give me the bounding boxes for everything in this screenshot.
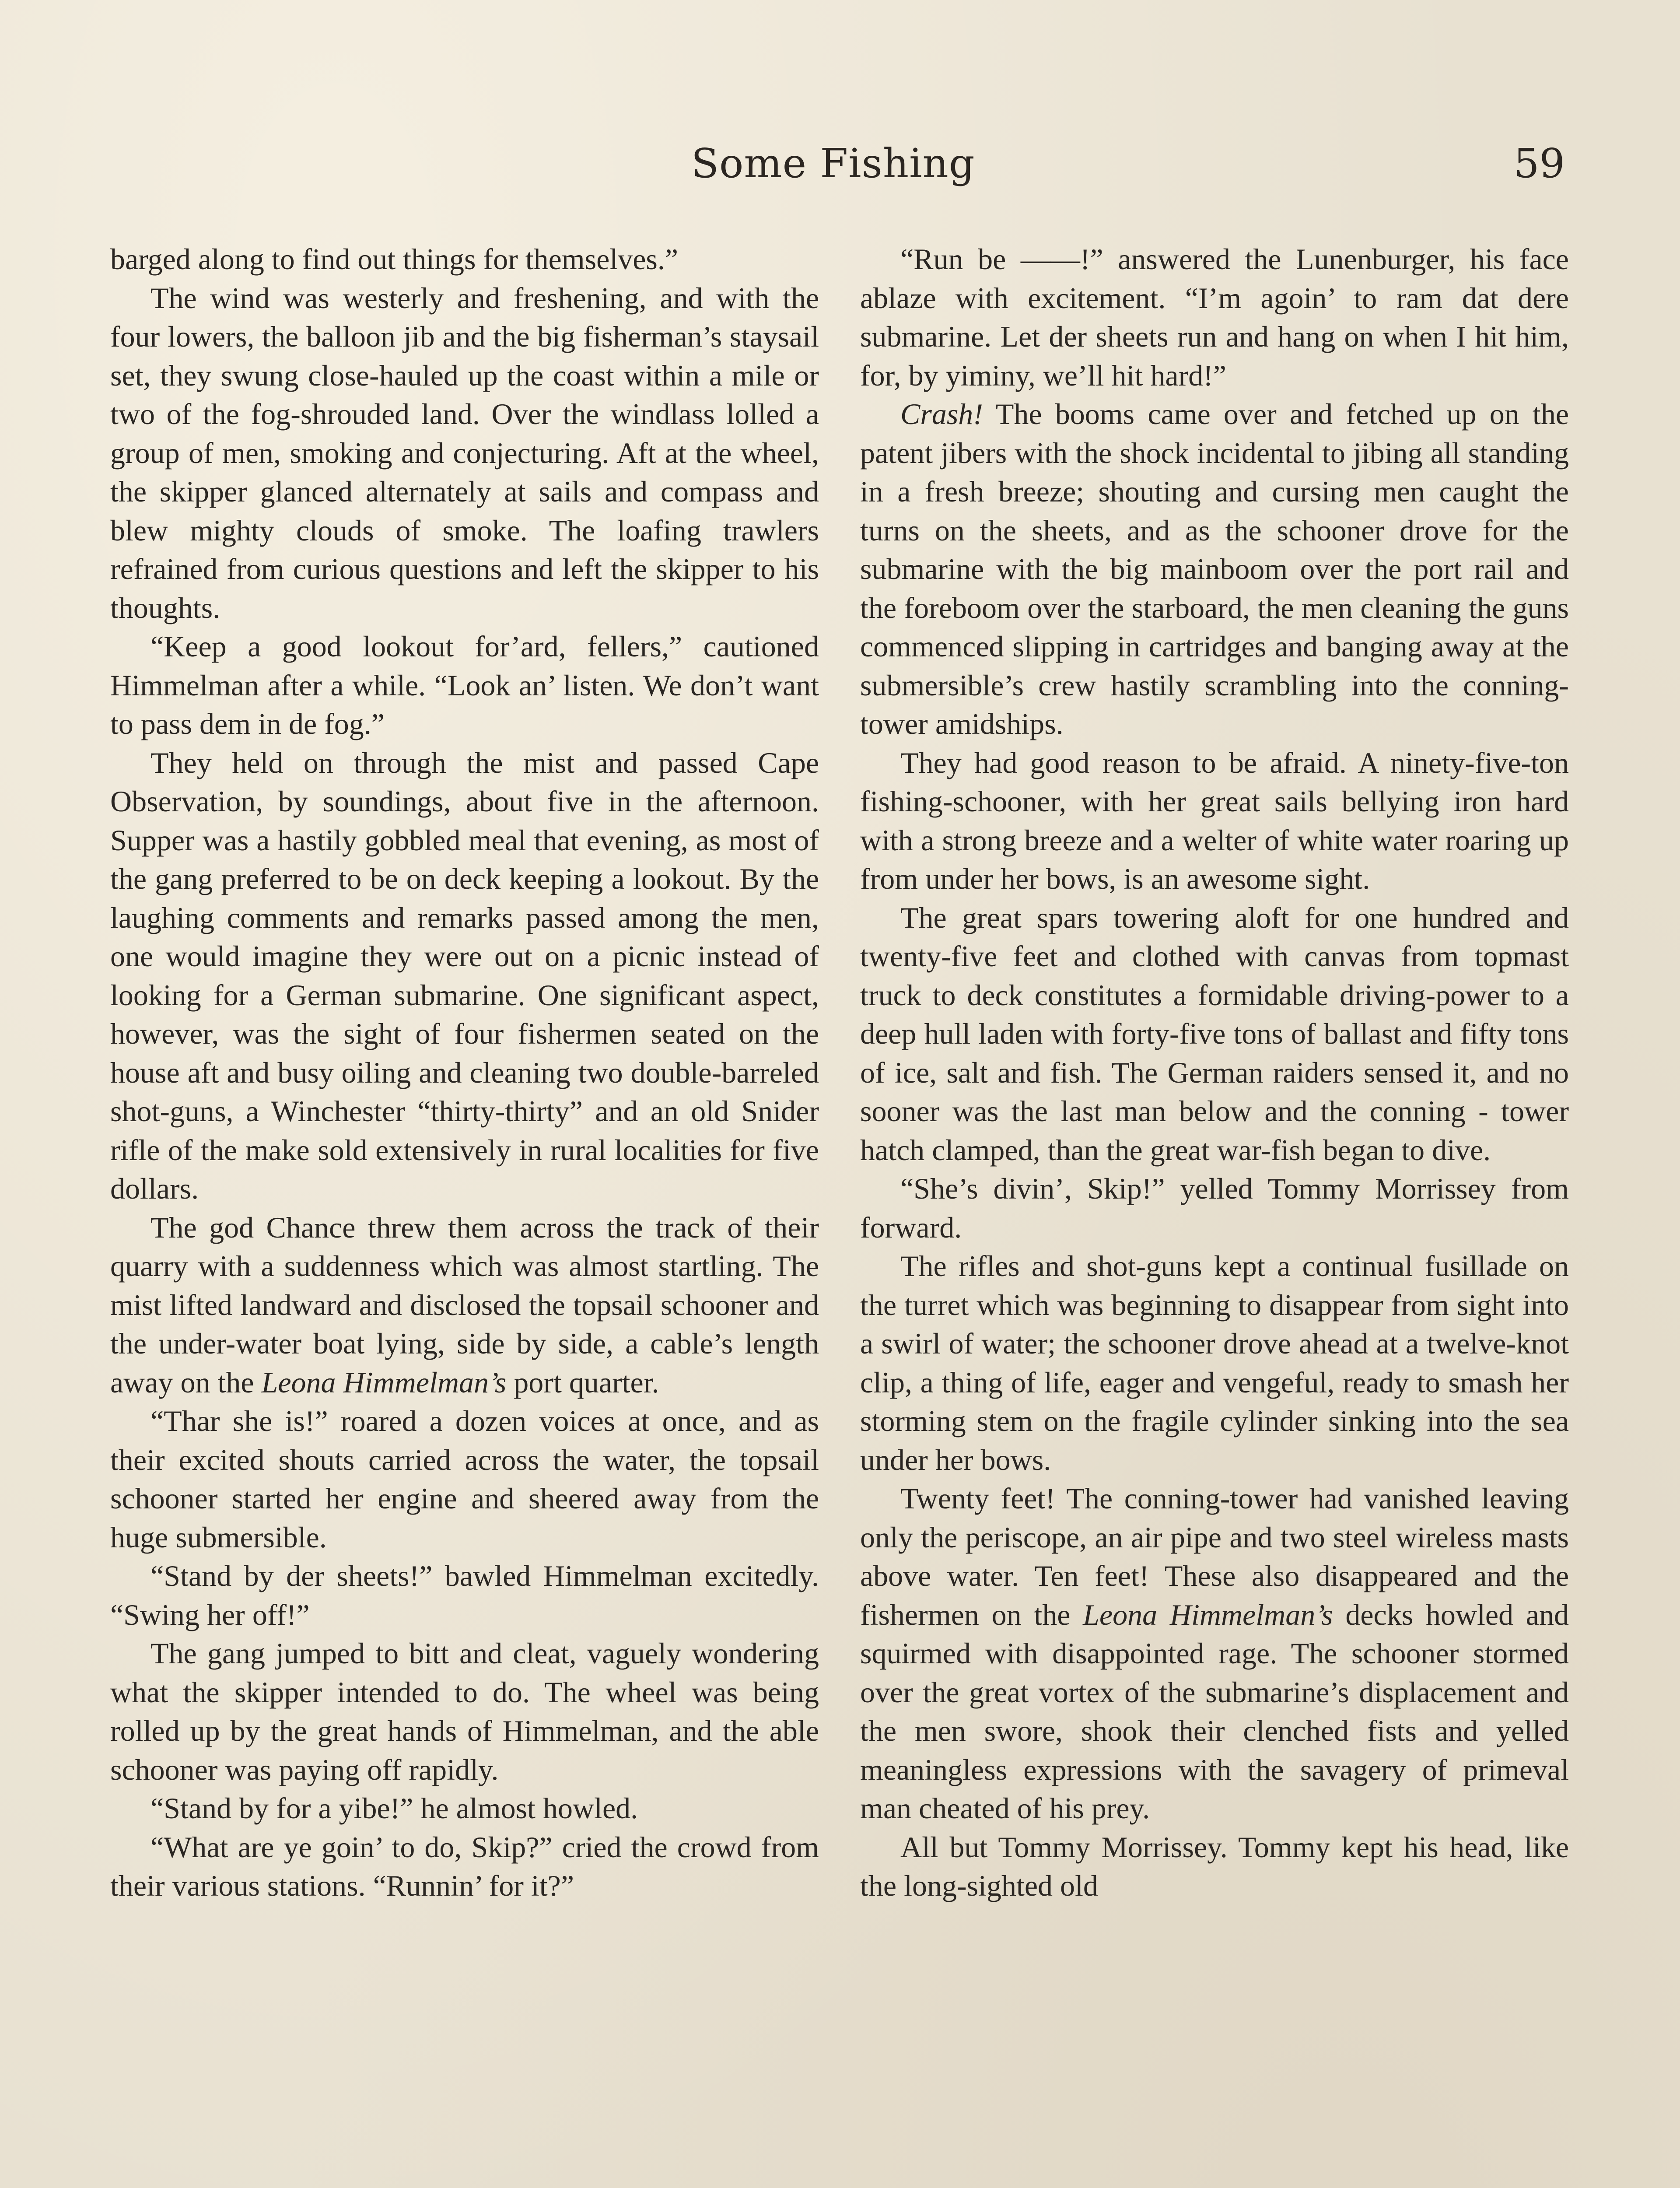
text-run: “Keep a good lookout for’ard, fellers,” cautioned Himmelman after a while. “Look an’ listen. We don’t want to pass dem in de fog.”: [110, 630, 819, 740]
page-header: [0, 140, 1680, 201]
paragraph: [110, 279, 819, 628]
text-run: The great spars towering aloft for one hundred and twenty-five feet and clothed with canvas from topmast truck to deck constitutes a formidable driving-power to a deep hull laden with forty-five tons of ballast and fifty tons of ice, salt and fish. The German raiders sensed it, and no sooner was the last man below and the conning - tower hatch clamped, than the great war-fish began to dive.: [860, 901, 1569, 1167]
text-run: barged along to find out things for themselves.”: [110, 242, 679, 276]
text-run: “Stand by der sheets!” bawled Himmelman excitedly. “Swing her off!”: [110, 1559, 819, 1631]
page-number: 59: [1514, 140, 1565, 187]
text-run: The gang jumped to bitt and cleat, vaguely wondering what the skipper intended to do. The wheel was being rolled up by the great hands of Himmelman, and the able schooner was paying off rapidly.: [110, 1637, 819, 1786]
italic-text: Crash!: [900, 397, 983, 431]
paragraph: [860, 1169, 1569, 1247]
text-run: “She’s divin’, Skip!” yelled Tommy Morrissey from forward.: [860, 1172, 1569, 1244]
paragraph: [860, 1828, 1569, 1905]
paragraph: [860, 1479, 1569, 1828]
paragraph: [110, 627, 819, 743]
text-run: Twenty feet! The conning-tower had vanished leaving only the periscope, an air pipe and two steel wireless masts above water. Ten feet! These also disappeared and the fishermen on the: [860, 1482, 1569, 1631]
paragraph: [110, 1789, 819, 1828]
text-run: “Run be ——!” answered the Lunenburger, his face ablaze with excitement. “I’m agoin’ to ram dat dere submarine. Let der sheets run and hang on when I hit him, for, by yiminy, we’ll hit hard!”: [860, 242, 1569, 392]
text-run: The booms came over and fetched up on the patent jibers with the shock incidental to jibing all standing in a fresh breeze; shouting and cursing men caught the turns on the sheets, and as the schooner drove for the submarine with the big mainboom over the port rail and the foreboom over the starboard, the men cleaning the guns commenced slipping in cartridges and banging away at the submersible’s crew hastily scrambling into the conning-tower amidships.: [860, 397, 1569, 740]
text-run: “What are ye goin’ to do, Skip?” cried the crowd from their various stations. “Runnin’ for it?”: [110, 1830, 819, 1902]
paragraph: [110, 1828, 819, 1905]
paragraph: [110, 240, 819, 279]
text-run: decks howled and squirmed with disappointed rage. The schooner stormed over the great vortex of the submarine’s displacement and the men swore, shook their clenched fists and yelled meaningless expressions with the savagery of primeval man cheated of his prey.: [860, 1598, 1569, 1825]
text-run: The god Chance threw them across the track of their quarry with a suddenness which was almost startling. The mist lifted landward and disclosed the topsail schooner and the under-water boat lying, side by side, a cable’s length away on the: [110, 1210, 819, 1399]
paragraph: [110, 1208, 819, 1402]
running-head: Some Fishing: [691, 140, 975, 187]
paragraph: [860, 395, 1569, 743]
text-run: They had good reason to be afraid. A ninety-five-ton fishing-schooner, with her great sails bellying iron hard with a strong breeze and a welter of white water roaring up from under her bows, is an awesome sight.: [860, 746, 1569, 895]
paragraph: [110, 1557, 819, 1634]
text-run: “Thar she is!” roared a dozen voices at once, and as their excited shouts carried across the water, the topsail schooner started her engine and sheered away from the huge submersible.: [110, 1404, 819, 1554]
text-run: They held on through the mist and passed Cape Observation, by soundings, about five in the afternoon. Supper was a hastily gobbled meal that evening, as most of the gang preferred to be on deck keeping a lookout. By the laughing comments and remarks passed among the men, one would imagine they were out on a picnic instead of looking for a German submarine. One significant aspect, however, was the sight of four fishermen seated on the house aft and busy oiling and cleaning two double-barreled shot-guns, a Winchester “thirty-thirty” and an old Snider rifle of the make sold extensively in rural localities for five dollars.: [110, 746, 819, 1205]
paragraph: [860, 743, 1569, 898]
paragraph: [860, 1247, 1569, 1479]
italic-text: Leona Himmelman’s: [261, 1365, 507, 1399]
italic-text: Leona Himmelman’s: [1083, 1598, 1333, 1631]
right-text-column: [860, 240, 1569, 2188]
text-run: port quarter.: [506, 1365, 659, 1399]
text-run: All but Tommy Morrissey. Tommy kept his head, like the long-sighted old: [860, 1830, 1569, 1902]
paragraph: [110, 743, 819, 1208]
left-text-column: [110, 240, 819, 2188]
text-run: The rifles and shot-guns kept a continual fusillade on the turret which was beginning to disappear from sight into a swirl of water; the schooner drove ahead at a twelve-knot clip, a thing of life, eager and vengeful, ready to smash her storming stem on the fragile cylinder sinking into the sea under her bows.: [860, 1249, 1569, 1476]
paragraph: [110, 1402, 819, 1557]
paragraph: [860, 898, 1569, 1170]
text-run: “Stand by for a yibe!” he almost howled.: [150, 1792, 638, 1825]
text-run: The wind was westerly and freshening, and with the four lowers, the balloon jib and the big fisherman’s staysail set, they swung close-hauled up the coast within a mile or two of the fog-shrouded land. Over the windlass lolled a group of men, smoking and conjecturing. Aft at the wheel, the skipper glanced alternately at sails and compass and blew mighty clouds of smoke. The loafing trawlers refrained from curious questions and left the skipper to his thoughts.: [110, 281, 819, 624]
paragraph: [110, 1634, 819, 1789]
paragraph: [860, 240, 1569, 395]
